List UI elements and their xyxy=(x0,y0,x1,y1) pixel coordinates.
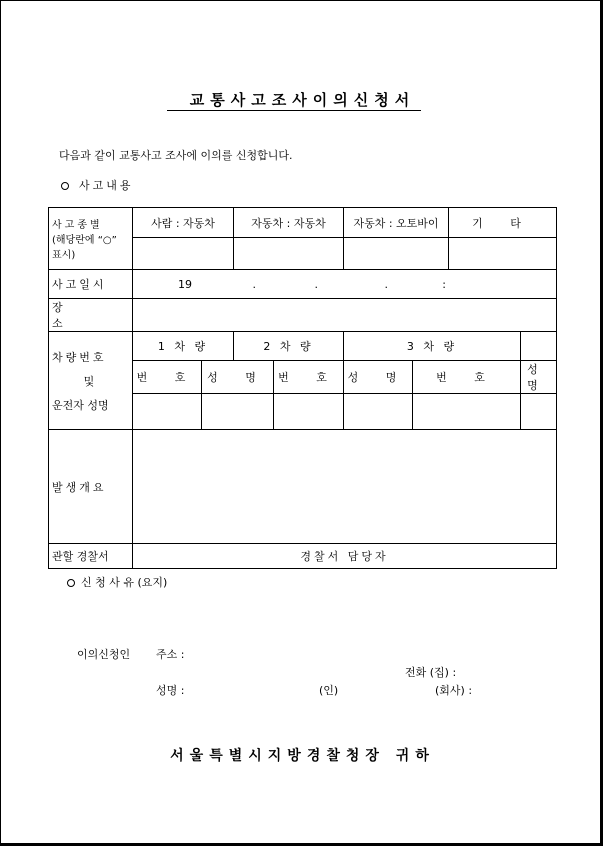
vehicle-3-name-field[interactable] xyxy=(521,394,557,430)
vehicle-3-header: 3 차 량 xyxy=(344,332,521,361)
date-year-prefix: 19 xyxy=(178,277,192,291)
section-reason xyxy=(67,574,167,590)
accident-datetime-label: 사고일시 xyxy=(49,270,133,299)
type-person-vehicle: 사람 : 자동차 xyxy=(133,208,234,238)
applicant-home-phone-label[interactable]: 전화 (집) : xyxy=(405,666,457,679)
applicant-office-phone-label[interactable]: (회사) : xyxy=(435,684,473,697)
vehicle-1-name-field[interactable] xyxy=(202,394,274,430)
type-vehicle-motorcycle: 자동차 : 오토바이 xyxy=(344,208,449,238)
type-vehicle-motorcycle-mark[interactable] xyxy=(344,238,449,270)
applicant-label: 이의신청인 xyxy=(77,648,131,661)
vehicle-1-header: 1 차 량 xyxy=(133,332,234,361)
type-other: 기 타 xyxy=(449,208,557,238)
vehicle-2-number-label: 번 호 xyxy=(274,361,344,394)
summary-field[interactable] xyxy=(133,430,557,544)
accident-type-note: (해당란에 “○” 표시) xyxy=(52,235,117,261)
section-accident-details xyxy=(61,177,134,193)
section-reason-label: 신 청 사 유 (요지) xyxy=(81,576,168,589)
vehicle-2-name-field[interactable] xyxy=(344,394,413,430)
title-underline xyxy=(167,110,421,111)
vehicle-3-number-field[interactable] xyxy=(413,394,521,430)
place-field[interactable] xyxy=(133,299,557,332)
place-label: 장 소 xyxy=(49,299,133,332)
accident-details-table xyxy=(48,207,557,569)
vehicle-2-name-label: 성 명 xyxy=(344,361,413,394)
intro-text: 다음과 같이 교통사고 조사에 이의를 신청합니다. xyxy=(59,149,293,162)
vehicle-number-label: 차량번호 xyxy=(52,350,107,364)
section-accident-details-label: 사고내용 xyxy=(79,179,134,192)
vehicle-3-header-extra xyxy=(521,332,557,361)
vehicle-and-label: 및 xyxy=(83,374,98,388)
summary-label: 발생개요 xyxy=(49,430,133,544)
vehicle-driver-header xyxy=(49,332,133,430)
driver-name-label: 운전자 성명 xyxy=(52,398,109,412)
recipient-line: 서울특별시지방경찰청장 귀하 xyxy=(170,748,435,764)
date-separator: . xyxy=(314,277,318,291)
police-station-label: 관할 경찰서 xyxy=(49,544,133,569)
circle-bullet-icon xyxy=(67,579,75,587)
accident-type-header xyxy=(49,208,133,270)
type-other-mark[interactable] xyxy=(449,238,557,270)
accident-type-label: 사고종별 xyxy=(52,220,103,231)
police-station-field[interactable]: 경찰서 담당자 xyxy=(133,544,557,569)
date-separator: . xyxy=(384,277,388,291)
vehicle-1-number-label: 번 호 xyxy=(133,361,202,394)
type-vehicle-vehicle-mark[interactable] xyxy=(234,238,344,270)
date-separator: . xyxy=(252,277,256,291)
vehicle-2-header: 2 차 량 xyxy=(234,332,344,361)
applicant-address-label[interactable]: 주소 : xyxy=(156,648,185,661)
form-title: 교통사고조사이의신청서 xyxy=(189,91,416,109)
vehicle-1-name-label: 성 명 xyxy=(202,361,274,394)
vehicle-3-number-label: 번 호 xyxy=(413,361,521,394)
type-vehicle-vehicle: 자동차 : 자동차 xyxy=(234,208,344,238)
vehicle-3-name-label: 성 명 xyxy=(521,361,557,394)
applicant-name-label[interactable]: 성명 : xyxy=(156,684,185,697)
type-person-vehicle-mark[interactable] xyxy=(133,238,234,270)
time-separator: : xyxy=(442,277,446,291)
applicant-seal-label: (인) xyxy=(319,684,339,697)
accident-datetime-field[interactable] xyxy=(133,270,557,299)
vehicle-2-number-field[interactable] xyxy=(274,394,344,430)
circle-bullet-icon xyxy=(61,182,69,190)
vehicle-1-number-field[interactable] xyxy=(133,394,202,430)
